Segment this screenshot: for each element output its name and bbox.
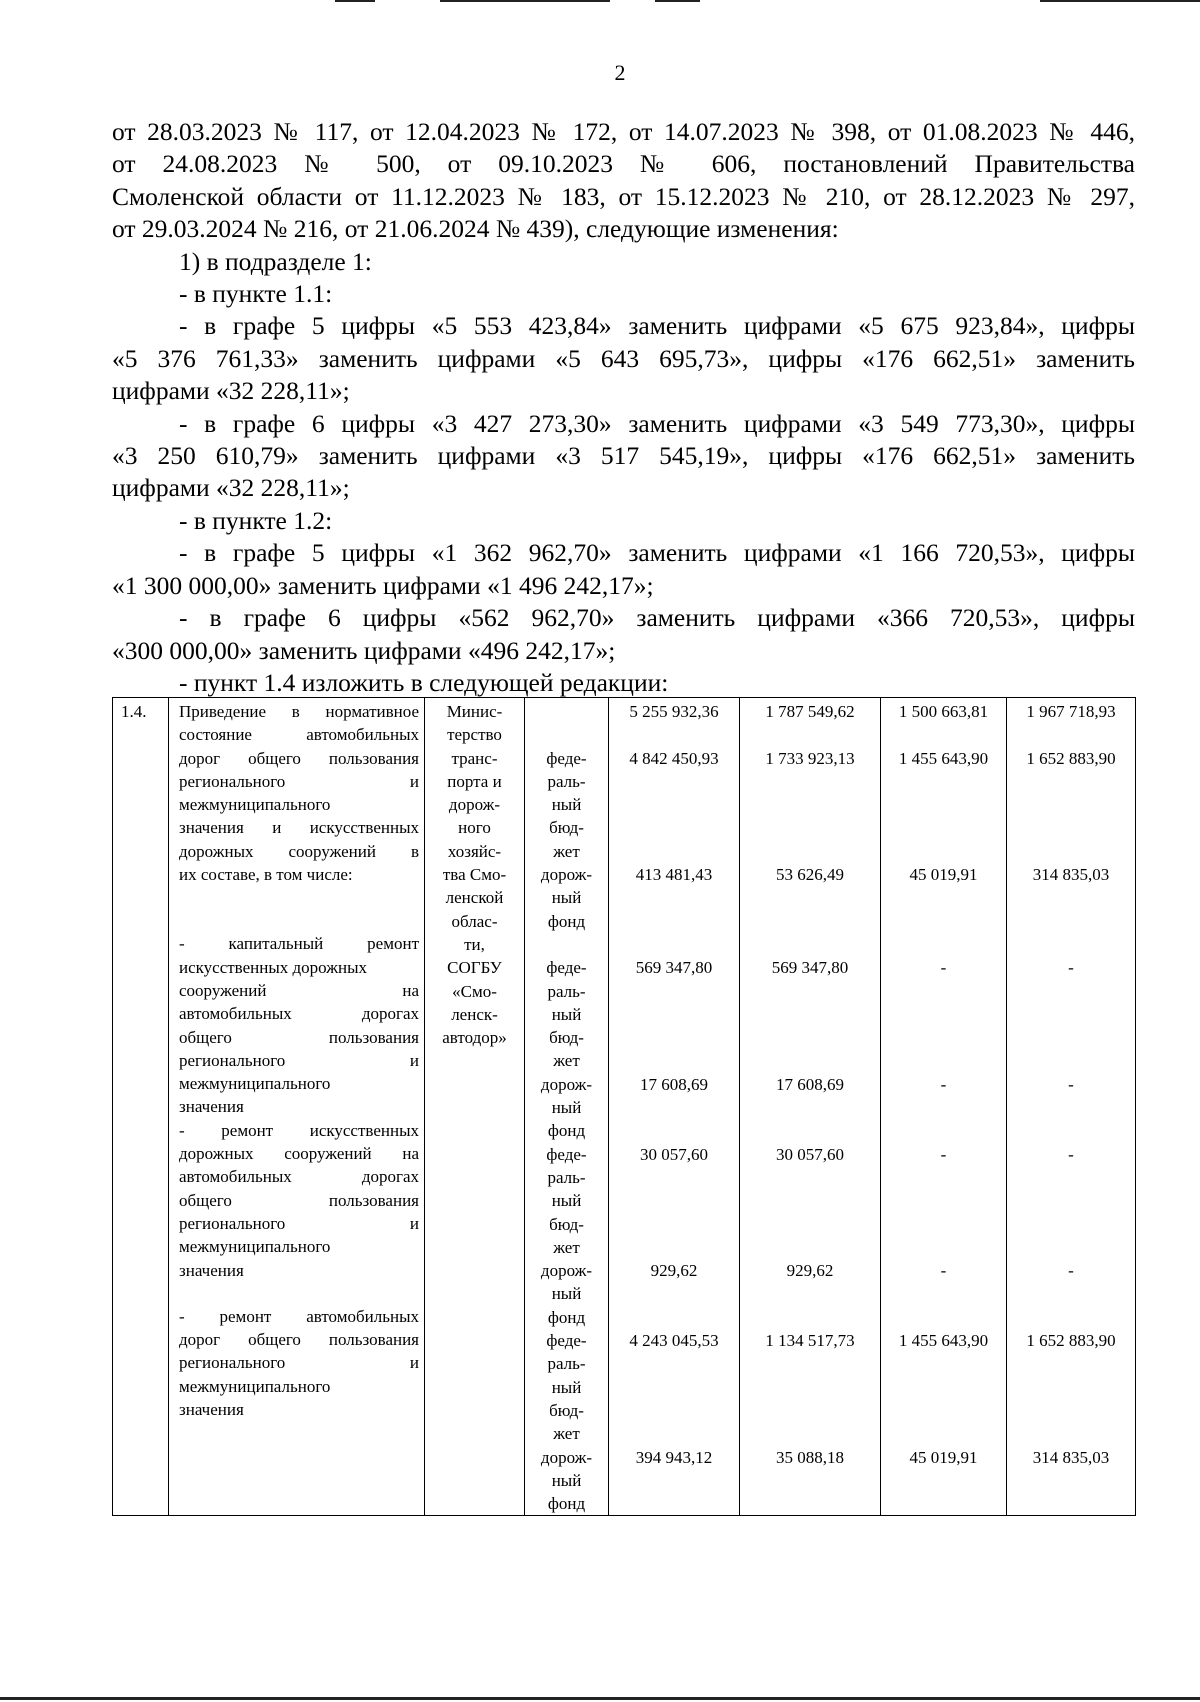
amount-cell: - xyxy=(940,1074,947,1094)
amount-year3-column xyxy=(1007,698,1136,1516)
amount-cell: 4 243 045,53 xyxy=(629,1331,719,1351)
amount-cell: 1 652 883,90 xyxy=(1026,1331,1116,1351)
text-line: от 24.08.2023 № 500, от 09.10.2023 № 606, постановлений Правительства xyxy=(112,149,1135,179)
source-line: феде- xyxy=(546,1144,587,1164)
amendment-text xyxy=(112,116,1135,699)
executor-line: терство xyxy=(447,725,502,745)
source-line: фонд xyxy=(547,911,586,931)
amount-cell: 929,62 xyxy=(650,1261,698,1281)
amount-cell: 53 626,49 xyxy=(776,865,844,885)
amount-cell: 1 455 643,90 xyxy=(898,748,989,768)
amount-cell: - xyxy=(1068,1074,1074,1094)
source-line: ный xyxy=(551,1284,582,1304)
text-line: - в графе 5 цифры «5 553 423,84» заменить цифрами «5 675 923,84», цифры xyxy=(179,311,1135,341)
amount-cell: - xyxy=(940,1144,947,1164)
amount-cell: - xyxy=(940,1261,947,1281)
list-item-point: - пункт 1.4 изложить в следующей редакции: xyxy=(179,667,669,697)
row-name-line: значения xyxy=(179,1097,244,1117)
source-line: ный xyxy=(551,795,582,815)
row-name-line: - ремонт автомобильных xyxy=(179,1306,419,1326)
row-name-line: дорог общего пользования xyxy=(179,1330,419,1350)
source-line: ный xyxy=(551,888,582,908)
scan-edge xyxy=(0,1697,1200,1700)
source-line: раль- xyxy=(547,771,586,791)
source-line: феде- xyxy=(546,748,587,768)
amount-total-column xyxy=(609,698,740,1516)
amount-cell: 314 835,03 xyxy=(1032,865,1110,885)
amount-cell: - xyxy=(1068,1144,1074,1164)
row-name-line: искусственных дорожных xyxy=(179,957,368,977)
budget-table xyxy=(112,697,1136,1516)
amount-cell: 17 608,69 xyxy=(776,1074,844,1094)
source-line: фонд xyxy=(547,1121,586,1141)
source-line: феде- xyxy=(546,1331,587,1351)
row-name-line: дорожных сооружений на xyxy=(179,1144,419,1164)
source-line: бюд- xyxy=(549,1028,584,1048)
amount-cell: 413 481,43 xyxy=(635,865,713,885)
list-item-subsection: 1) в подразделе 1: xyxy=(179,246,372,276)
amount-cell: 30 057,60 xyxy=(640,1144,708,1164)
row-name-line: - капитальный ремонт xyxy=(179,934,419,954)
text-line: - в графе 5 цифры «1 362 962,70» заменить цифрами «1 166 720,53», цифры xyxy=(179,538,1135,568)
source-line: ный xyxy=(551,1191,582,1211)
text-line: от 28.03.2023 № 117, от 12.04.2023 № 172, от 14.07.2023 № 398, от 01.08.2023 № 446, xyxy=(112,117,1135,146)
row-name-line: значения и искусственных xyxy=(179,818,419,838)
executor-line: ти, xyxy=(464,934,485,954)
source-line: дорож- xyxy=(540,865,593,885)
amount-cell: 1 652 883,90 xyxy=(1026,748,1116,768)
row-name-line: межмуниципального xyxy=(179,1376,331,1396)
text-line: «3 250 610,79» заменить цифрами «3 517 545,19», цифры «176 662,51» заменить xyxy=(112,441,1135,471)
executor-column xyxy=(425,698,525,1516)
source-line: жет xyxy=(553,1424,580,1444)
source-line: ный xyxy=(551,1004,582,1024)
row-name-line: дорожных сооружений в xyxy=(179,841,419,861)
executor-line: Минис- xyxy=(446,702,503,721)
text-line: - в графе 6 цифры «3 427 273,30» заменить цифрами «3 549 773,30», цифры xyxy=(179,408,1135,438)
amount-cell: 45 019,91 xyxy=(909,865,978,885)
source-line: ный xyxy=(551,1470,582,1490)
amount-cell: 17 608,69 xyxy=(640,1074,708,1094)
source-line: фонд xyxy=(547,1494,586,1514)
source-line: раль- xyxy=(547,981,586,1001)
row-name-line: общего пользования xyxy=(179,1190,419,1210)
amount-cell: - xyxy=(1068,958,1074,978)
amount-cell: 394 943,12 xyxy=(635,1447,713,1467)
text-line: цифрами «32 228,11»; xyxy=(112,473,350,503)
source-line: жет xyxy=(553,1051,580,1071)
row-name-line: общего пользования xyxy=(179,1027,419,1047)
executor-line: облас- xyxy=(451,911,498,931)
amount-cell: 1 967 718,93 xyxy=(1026,702,1116,721)
row-name-line: межмуниципального xyxy=(179,1237,331,1257)
row-name-line: - ремонт искусственных xyxy=(179,1120,419,1140)
amount-cell: 1 787 549,62 xyxy=(765,702,855,721)
row-name-line: межмуниципального xyxy=(179,1074,331,1094)
amount-cell: 35 088,18 xyxy=(776,1447,844,1467)
text-line: «1 300 000,00» заменить цифрами «1 496 242,17»; xyxy=(112,570,654,600)
source-line: фонд xyxy=(547,1307,586,1327)
executor-line: порта и xyxy=(447,771,502,791)
amount-cell: 314 835,03 xyxy=(1032,1447,1110,1467)
row-name-line: регионального и xyxy=(179,1050,419,1070)
source-line: дорож- xyxy=(540,1074,593,1094)
source-line: жет xyxy=(553,1237,580,1257)
row-name-line: значения xyxy=(179,1400,244,1420)
amount-cell: 1 500 663,81 xyxy=(898,702,989,721)
executor-line: ленск- xyxy=(451,1004,498,1024)
executor-line: хозяйс- xyxy=(447,841,502,861)
text-line: «300 000,00» заменить цифрами «496 242,17»; xyxy=(112,635,616,665)
page-number: 2 xyxy=(614,60,626,85)
list-item-point: - в пункте 1.1: xyxy=(179,279,333,309)
row-name-line: состояние автомобильных xyxy=(179,725,419,745)
source-line: жет xyxy=(553,841,580,861)
row-name-line: автомобильных дорогах xyxy=(179,1167,419,1187)
source-line: раль- xyxy=(547,1167,586,1187)
amount-cell: 1 455 643,90 xyxy=(898,1331,989,1351)
source-line: ный xyxy=(551,1098,582,1118)
row-name-line: автомобильных дорогах xyxy=(179,1004,419,1024)
text-line: «5 376 761,33» заменить цифрами «5 643 695,73», цифры «176 662,51» заменить xyxy=(112,343,1135,373)
name-column xyxy=(169,698,425,1516)
source-line: бюд- xyxy=(549,1214,584,1234)
source-line: ный xyxy=(551,1377,582,1397)
text-line: Смоленской области от 11.12.2023 № 183, от 15.12.2023 № 210, от 28.12.2023 № 297, xyxy=(112,181,1135,211)
row-name-line: регионального и xyxy=(179,1213,419,1233)
amount-cell: 45 019,91 xyxy=(909,1447,978,1467)
scan-mark xyxy=(1040,0,1200,2)
source-column xyxy=(525,698,609,1516)
amount-cell: - xyxy=(1068,1261,1074,1281)
amount-cell: 929,62 xyxy=(786,1261,834,1281)
executor-line: тва Смо- xyxy=(442,865,507,885)
scan-mark xyxy=(335,0,375,2)
executor-line: СОГБУ xyxy=(447,958,502,978)
row-name-line: межмуниципального xyxy=(179,795,331,815)
row-number: 1.4. xyxy=(113,698,169,1516)
list-item-point: - в пункте 1.2: xyxy=(179,505,333,535)
executor-line: транс- xyxy=(451,748,498,768)
text-line: - в графе 6 цифры «562 962,70» заменить цифрами «366 720,53», цифры xyxy=(179,603,1135,633)
row-name-line: дорог общего пользования xyxy=(179,748,419,768)
amount-cell: 30 057,60 xyxy=(776,1144,844,1164)
amount-cell: 569 347,80 xyxy=(771,958,849,978)
amount-year2-column xyxy=(881,698,1007,1516)
amount-cell: 5 255 932,36 xyxy=(629,702,719,721)
text-line: от 29.03.2024 № 216, от 21.06.2024 № 439), следующие изменения: xyxy=(112,214,839,244)
amount-cell: 1 134 517,73 xyxy=(765,1331,855,1351)
executor-line: дорож- xyxy=(448,795,501,815)
row-name-line: регионального и xyxy=(179,1353,419,1373)
row-name-line: их составе, в том числе: xyxy=(179,865,353,885)
source-line: бюд- xyxy=(549,818,584,838)
scan-mark xyxy=(655,0,700,2)
row-name-line: регионального и xyxy=(179,771,419,791)
executor-line: ного xyxy=(458,818,491,838)
executor-line: автодор» xyxy=(442,1028,507,1048)
text-line: цифрами «32 228,11»; xyxy=(112,376,350,406)
source-line: феде- xyxy=(546,958,587,978)
row-name-line: сооружений на xyxy=(179,980,419,1000)
source-line: дорож- xyxy=(540,1261,593,1281)
executor-line: ленской xyxy=(445,888,504,908)
executor-line: «Смо- xyxy=(452,981,497,1001)
source-line: бюд- xyxy=(549,1400,584,1420)
amount-cell: 1 733 923,13 xyxy=(765,748,855,768)
row-name-line: Приведение в нормативное xyxy=(179,702,419,721)
amount-cell: 4 842 450,93 xyxy=(629,748,719,768)
amount-cell: 569 347,80 xyxy=(635,958,713,978)
row-name-line: значения xyxy=(179,1260,244,1280)
amount-year1-column xyxy=(740,698,881,1516)
source-line: раль- xyxy=(547,1354,586,1374)
scan-mark xyxy=(440,0,610,2)
amount-cell: - xyxy=(940,958,947,978)
source-line: дорож- xyxy=(540,1447,593,1467)
